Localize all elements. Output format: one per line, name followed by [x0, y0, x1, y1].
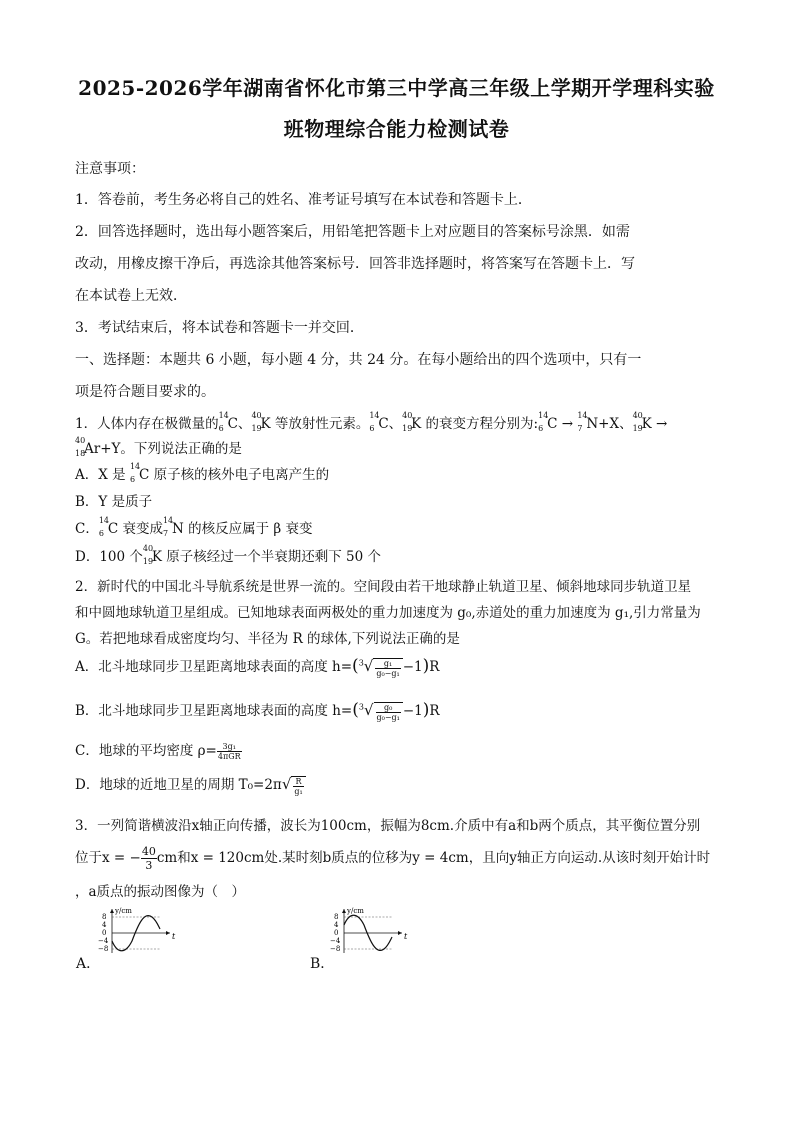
q3-option-a-graph[interactable] — [98, 905, 182, 957]
q3-stem-line3: ，a质点的振动图像为（ ） — [75, 884, 246, 900]
tick-label: −4 — [98, 937, 109, 945]
q2-option-b: B．北斗地球同步卫星距离地球表面的高度 h=($^3$√ $\frac{\text{g₀}}{\text{g₀−g₁}}$ −1)R — [75, 700, 440, 722]
t-axis-arrow — [398, 931, 402, 935]
tick-label: 4 — [334, 921, 339, 929]
y-axis-label: y/cm — [347, 907, 364, 915]
q1-option-c: C． 14 6 C 衰变成 14 7 N 的核反应属于 β 衰变 — [75, 516, 313, 538]
tick-label: 4 — [102, 921, 107, 929]
tick-label: 0 — [334, 929, 339, 937]
t-axis-label: t — [172, 932, 176, 941]
y-axis-arrow — [342, 909, 346, 913]
q1-stem-line2: 40 18 Ar+Y。下列说法正确的是 — [75, 436, 242, 458]
note-3: 3．考试结束后，将本试卷和答题卡一并交回． — [75, 320, 364, 336]
q3-stem-line1: 3．一列简谐横波沿x轴正向传播，波长为100cm，振幅为8cm.介质中有a和b两个质点，其平衡位置分别 — [75, 818, 701, 834]
note-2-cont: 改动，用橡皮擦干净后，再选涂其他答案标号．回答非选择题时，将答案写在答题卡上．写 — [75, 256, 635, 272]
q2-stem-line3: G。若把地球看成密度均匀、半径为 R 的球体,下列说法正确的是 — [75, 631, 460, 647]
q3-option-b-graph[interactable] — [330, 905, 414, 957]
note-2-end: 在本试卷上无效． — [75, 288, 187, 304]
y-axis-arrow — [110, 909, 114, 913]
q1-option-a: A．X 是 14 6 C 原子核的核外电子电离产生的 — [75, 462, 330, 484]
tick-label: 0 — [102, 929, 107, 937]
exam-title-line1: 2025-2026学年湖南省怀化市第三中学高三年级上学期开学理科实验 — [78, 76, 715, 100]
q2-option-c: C．地球的平均密度 ρ= $\frac{\text{3g₁}}{\text{4πGR}}$ — [75, 742, 241, 761]
notice-heading: 注意事项： — [75, 161, 145, 177]
section-1-heading: 一、选择题：本题共 6 小题，每小题 4 分，共 24 分。在每小题给出的四个选项中，只有一 — [75, 352, 642, 368]
q3-option-a-label[interactable]: A． — [76, 956, 101, 972]
q2-option-a: A．北斗地球同步卫星距离地球表面的高度 h=($^3$√ $\frac{\text{g₁}}{\text{g₀−g₁}}$ −1)R — [75, 656, 440, 678]
q2-stem-line1: 2．新时代的中国北斗导航系统是世界一流的。空间段由若干地球静止轨道卫星、倾斜地球同步轨道卫星 — [75, 579, 692, 595]
tick-label: −4 — [330, 937, 341, 945]
note-2: 2．回答选择题时，选出每小题答案后，用铅笔把答题卡上对应题目的答案标号涂黑．如需 — [75, 224, 630, 240]
y-axis-label: y/cm — [115, 907, 132, 915]
tick-label: −8 — [330, 945, 341, 953]
q1-option-d: D．100 个 40 19 K 原子核经过一个半衰期还剩下 50 个 — [75, 544, 382, 566]
section-1-heading-cont: 项是符合题目要求的。 — [75, 384, 215, 400]
q2-option-d: D．地球的近地卫星的周期 T₀=2π√ $\frac{R}{\text{g₁}}$ — [75, 773, 306, 796]
exam-title-line2: 班物理综合能力检测试卷 — [283, 117, 510, 141]
t-axis-label: t — [404, 932, 408, 941]
q3-option-b-label[interactable]: B． — [310, 956, 335, 972]
tick-label: 8 — [102, 913, 107, 921]
q1-stem-line1: 1．人体内存在极微量的 14 6 C、 40 19 K 等放射性元素。 14 6 C、 40 19 K 的衰变方程分别为: 14 6 C → 14 7 N+X、 40 19 K → — [75, 411, 668, 433]
t-axis-arrow — [166, 931, 170, 935]
tick-label: 8 — [334, 913, 339, 921]
q1-option-b: B．Y 是质子 — [75, 494, 153, 510]
note-1: 1．答卷前，考生务必将自己的姓名、准考证号填写在本试卷和答题卡上． — [75, 192, 532, 208]
q2-stem-line2: 和中圆地球轨道卫星组成。已知地球表面两极处的重力加速度为 g₀,赤道处的重力加速度为 g₁,引力常量为 — [75, 605, 701, 621]
q3-stem-line2: 位于x = − $\frac{40}{3}$ cm和x = 120cm处.某时刻b质点的位移为y = 4cm，且向y轴正方向运动.从该时刻开始计时 — [75, 845, 711, 872]
tick-label: −8 — [98, 945, 109, 953]
